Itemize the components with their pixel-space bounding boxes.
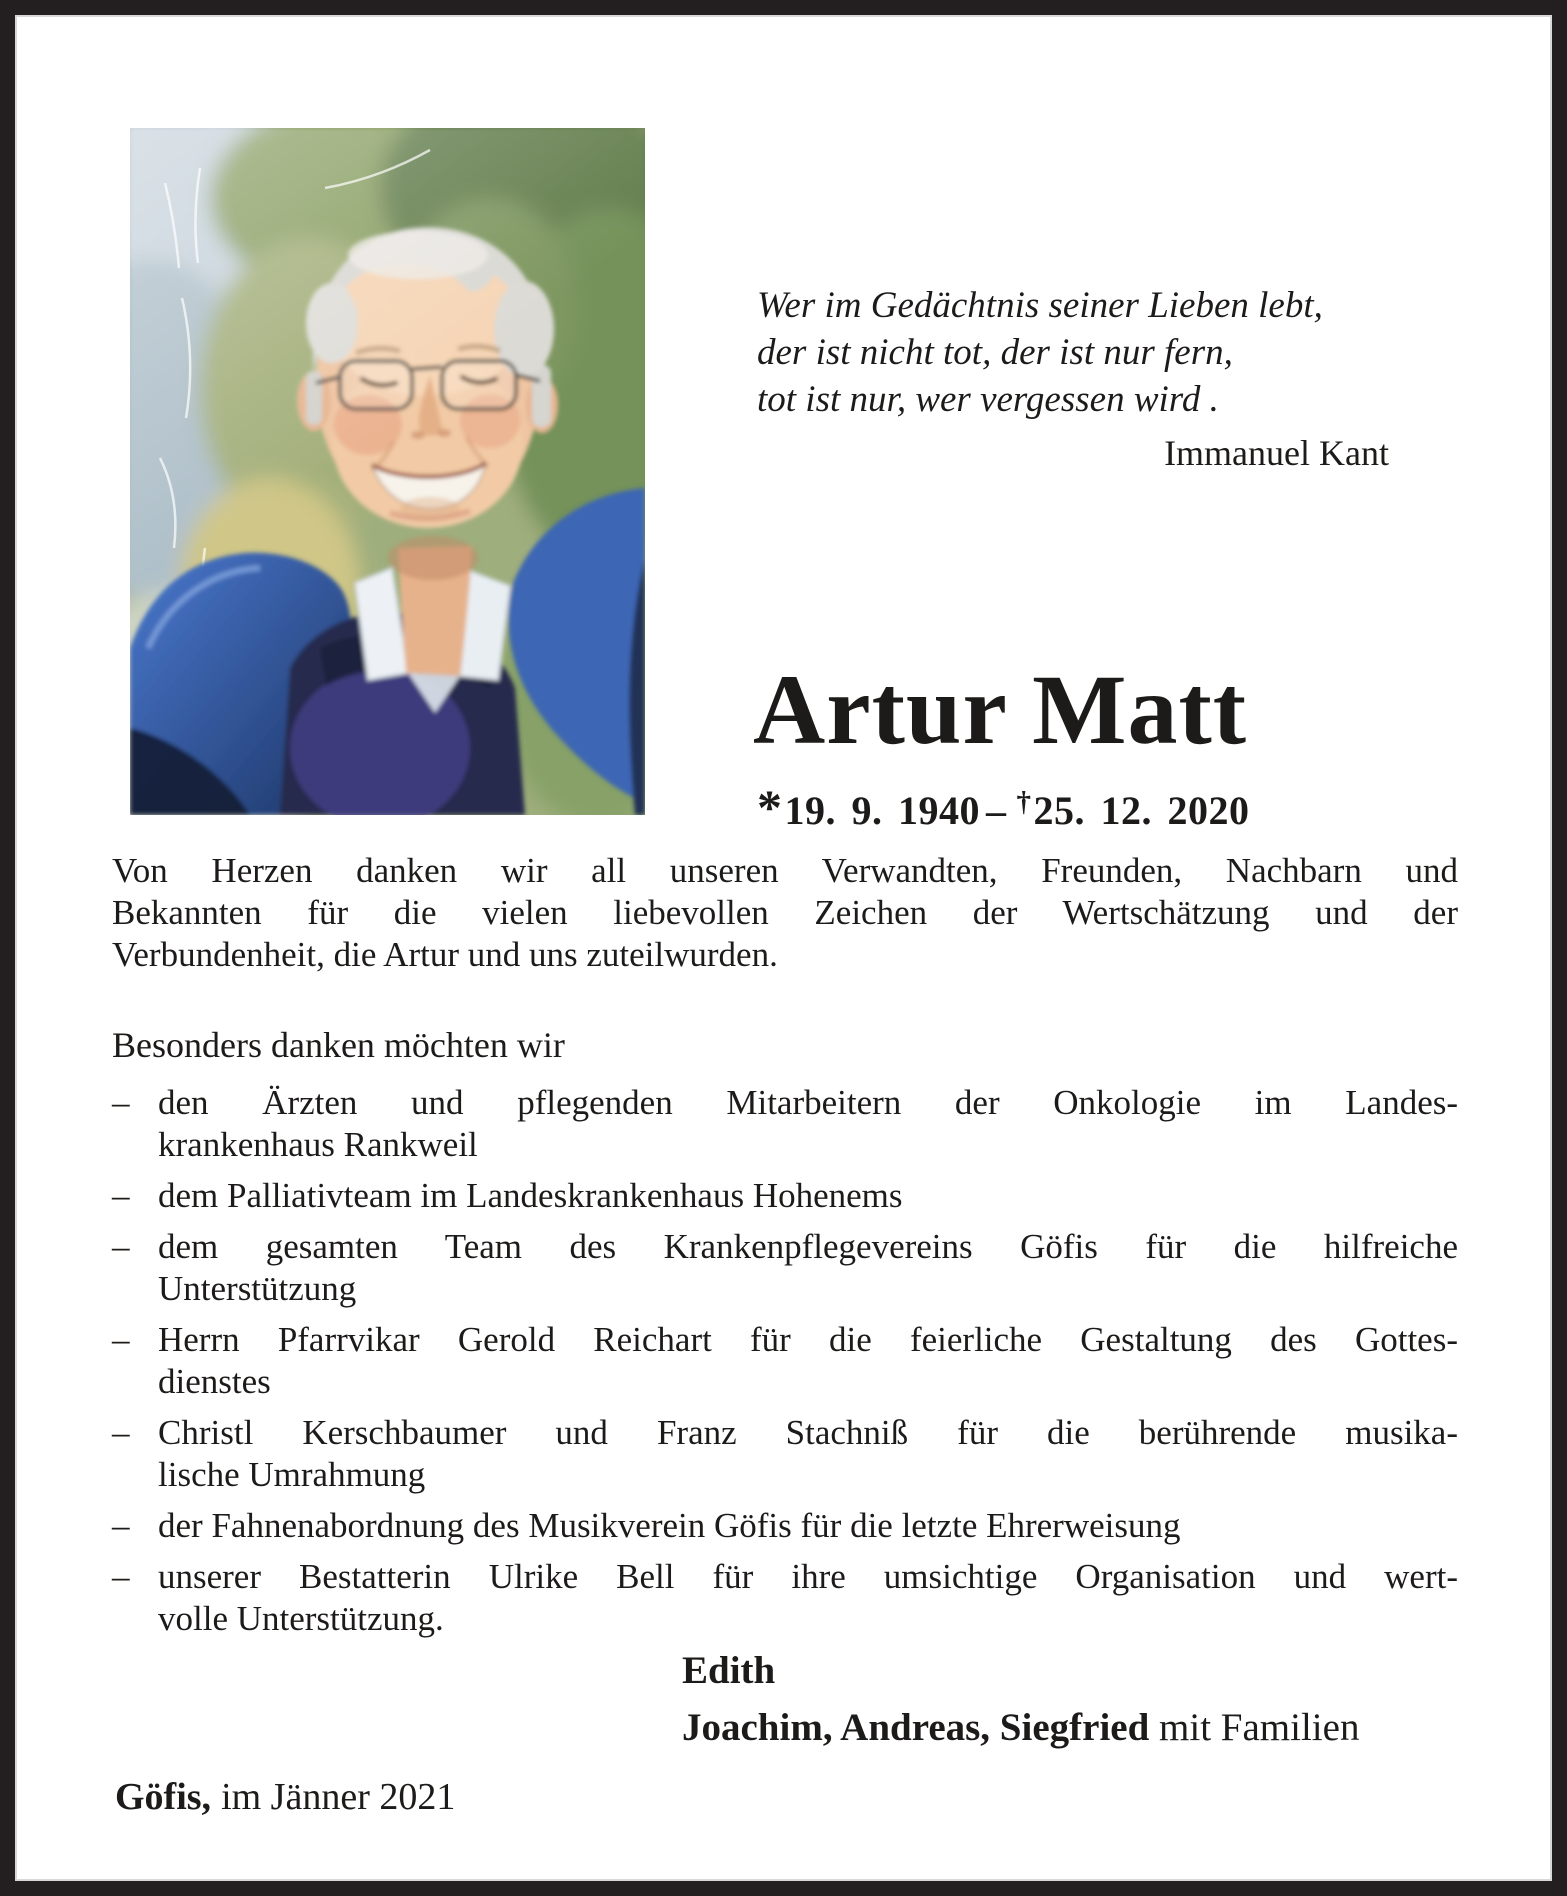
text-line: Unterstützung <box>158 1269 357 1308</box>
text-line: dienstes <box>158 1362 271 1401</box>
text-line: unserer Bestatterin Ulrike Bell für ihre umsichtige Organisation und wert- <box>158 1557 1458 1596</box>
birth-star-symbol: * <box>757 779 783 835</box>
text-line: krankenhaus Rankweil <box>158 1125 478 1164</box>
birth-date: 19. 9. 1940 <box>784 788 980 833</box>
text-line: lische Umrahmung <box>158 1455 426 1494</box>
list-item-dash: – <box>112 1413 130 1452</box>
signature-widow: Edith <box>682 1649 776 1692</box>
list-item-text <box>158 1556 1458 1640</box>
death-date: 25. 12. 2020 <box>1033 788 1250 833</box>
special-thanks-intro: Besonders danken möchten wir <box>112 1025 565 1065</box>
portrait-photo-art <box>130 128 645 815</box>
memorial-quote <box>757 282 1389 423</box>
list-item <box>112 1556 1458 1640</box>
place-label: Göfis, <box>115 1776 212 1818</box>
life-dates <box>757 778 1250 836</box>
list-item-dash: – <box>112 1176 130 1215</box>
list-item-dash: – <box>112 1083 130 1122</box>
text-line: tot ist nur, wer vergessen wird . <box>757 379 1219 420</box>
list-item <box>112 1226 1458 1310</box>
list-item-dash: – <box>112 1227 130 1266</box>
text-line: der ist nicht tot, der ist nur fern, <box>757 332 1233 373</box>
list-item-text <box>158 1412 1458 1496</box>
list-item <box>112 1412 1458 1496</box>
list-item <box>112 1175 1458 1217</box>
photo-man <box>130 128 645 815</box>
dates-separator: – <box>986 788 1007 833</box>
text-line: volle Unterstützung. <box>158 1599 444 1638</box>
text-line: Wer im Gedächtnis seiner Lieben lebt, <box>757 285 1323 326</box>
text-line: Herrn Pfarrvikar Gerold Reichart für die feierliche Gestaltung des Gottes- <box>158 1320 1458 1359</box>
list-item <box>112 1082 1458 1166</box>
text-line: den Ärzten und pflegenden Mitarbeitern der Onkologie im Landes- <box>158 1083 1458 1122</box>
portrait-photo <box>130 128 645 815</box>
list-item-dash: – <box>112 1506 130 1545</box>
list-item-dash: – <box>112 1320 130 1359</box>
text-line: Von Herzen danken wir all unseren Verwandten, Freunden, Nachbarn und <box>112 851 1458 890</box>
list-item-text <box>158 1175 1458 1217</box>
list-item-text <box>158 1319 1458 1403</box>
date-label: im Jänner 2021 <box>221 1776 456 1818</box>
text-line: der Fahnenabordnung des Musikverein Göfis für die letzte Ehrerweisung <box>158 1506 1181 1545</box>
list-item <box>112 1505 1458 1547</box>
list-item-text <box>158 1226 1458 1310</box>
thanks-paragraph <box>112 850 1458 976</box>
quote-attribution: Immanuel Kant <box>1164 433 1389 473</box>
text-line: Verbundenheit, die Artur und uns zuteilwurden. <box>112 935 778 974</box>
text-line: dem Palliativteam im Landeskrankenhaus Hohenems <box>158 1176 903 1215</box>
list-item-dash: – <box>112 1557 130 1596</box>
list-item-text <box>158 1082 1458 1166</box>
deceased-name: Artur Matt <box>753 654 1248 765</box>
family-signature <box>682 1642 1472 1756</box>
place-date-line <box>115 1775 455 1819</box>
list-item-text <box>158 1505 1458 1547</box>
special-thanks-list <box>112 1082 1458 1649</box>
list-item <box>112 1319 1458 1403</box>
text-line: Bekannten für die vielen liebevollen Zeichen der Wertschätzung und der <box>112 893 1458 932</box>
signature-children: Joachim, Andreas, Siegfried mit Familien <box>682 1706 1360 1749</box>
death-cross-symbol: † <box>1016 786 1032 818</box>
text-line: dem gesamten Team des Krankenpflegevereins Göfis für die hilfreiche <box>158 1227 1458 1266</box>
signature-suffix: mit Familien <box>1159 1706 1360 1749</box>
text-line: Christl Kerschbaumer und Franz Stachniß für die berührende musika- <box>158 1413 1458 1452</box>
